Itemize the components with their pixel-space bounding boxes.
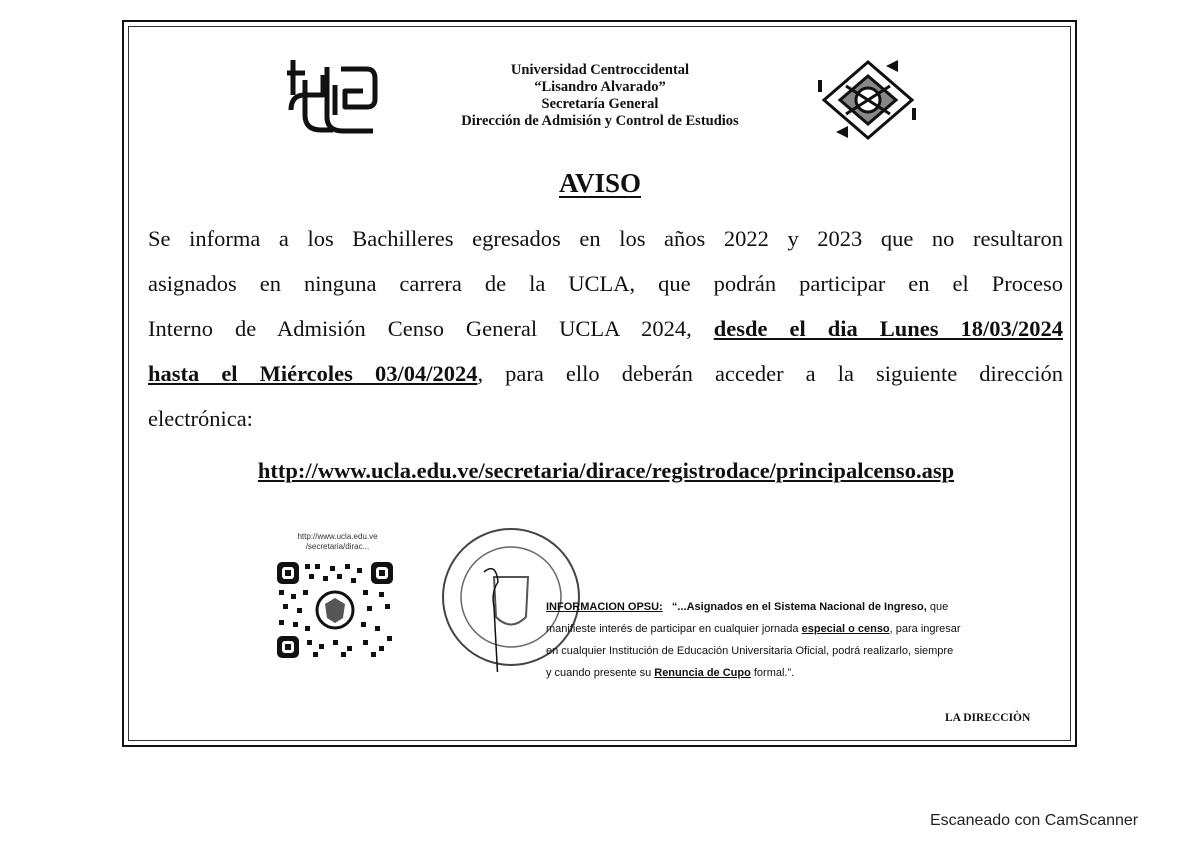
opsu-label: INFORMACION OPSU: <box>546 601 663 613</box>
body-line-3 <box>148 306 1063 351</box>
info-text-que: que <box>929 601 949 613</box>
info-line-2 <box>546 618 1056 640</box>
camscanner-watermark: Escaneado con CamScanner <box>930 812 1139 829</box>
info-line-3: en cualquier Institución de Educación Universitaria Oficial, podrá realizarlo, siempre <box>546 645 954 657</box>
university-name: Universidad Centroccidental <box>510 62 690 78</box>
info-text-4c: formal.”. <box>753 667 795 679</box>
info-line-4 <box>546 662 1056 684</box>
body-line-2: asignados en ninguna carrera de la UCLA, que podrán participar en el Proceso <box>148 271 1063 296</box>
direction-label: Dirección de Admisión y Control de Estudios <box>461 113 739 129</box>
opsu-information <box>546 596 1056 684</box>
notice-title: AVISO <box>558 168 642 198</box>
info-text-2a: manifieste interés de participar en cualquier jornada <box>546 623 799 635</box>
university-subname: “Lisandro Alvarado” <box>534 79 666 95</box>
body-line-5: electrónica: <box>148 406 253 431</box>
body-line-1: Se informa a los Bachilleres egresados en los años 2022 y 2023 que no resultaron <box>148 226 1063 251</box>
institution-header <box>400 62 800 130</box>
signoff-direction: LA DIRECCIÒN <box>945 712 1031 724</box>
notice-body <box>148 216 1063 441</box>
end-date: hasta el Miércoles 03/04/2024 <box>148 361 478 386</box>
info-line-1 <box>546 596 1056 618</box>
registration-url[interactable]: http://www.ucla.edu.ve/secretaria/dirace/registrodace/principalcenso.asp <box>257 458 955 483</box>
ucla-logo-icon <box>283 55 381 137</box>
quota-renunciation-text: Renuncia de Cupo <box>654 667 751 679</box>
start-date: desde el dia Lunes 18/03/2024 <box>713 316 1064 341</box>
secretaria-label: Secretaría General <box>541 96 659 112</box>
qr-caption-line-1: http://www.ucla.edu.ve <box>297 532 378 541</box>
body-line-4-text: , para ello deberán acceder a la siguiente dirección <box>477 361 1063 386</box>
qr-caption <box>280 532 395 552</box>
dace-logo-icon <box>816 58 920 142</box>
qr-caption-line-2: /secretaria/dirac... <box>305 542 370 551</box>
special-census-text: especial o censo <box>801 623 890 635</box>
info-text-4a: y cuando presente su <box>546 667 652 679</box>
body-line-3-text: Interno de Admisión Censo General UCLA 2024, <box>148 316 692 341</box>
qr-code-icon[interactable] <box>275 560 395 660</box>
info-quote-start: “...Asignados en el Sistema Nacional de Ingreso, <box>671 601 927 613</box>
body-line-4 <box>148 351 1063 396</box>
info-text-2c: , para ingresar <box>889 623 961 635</box>
